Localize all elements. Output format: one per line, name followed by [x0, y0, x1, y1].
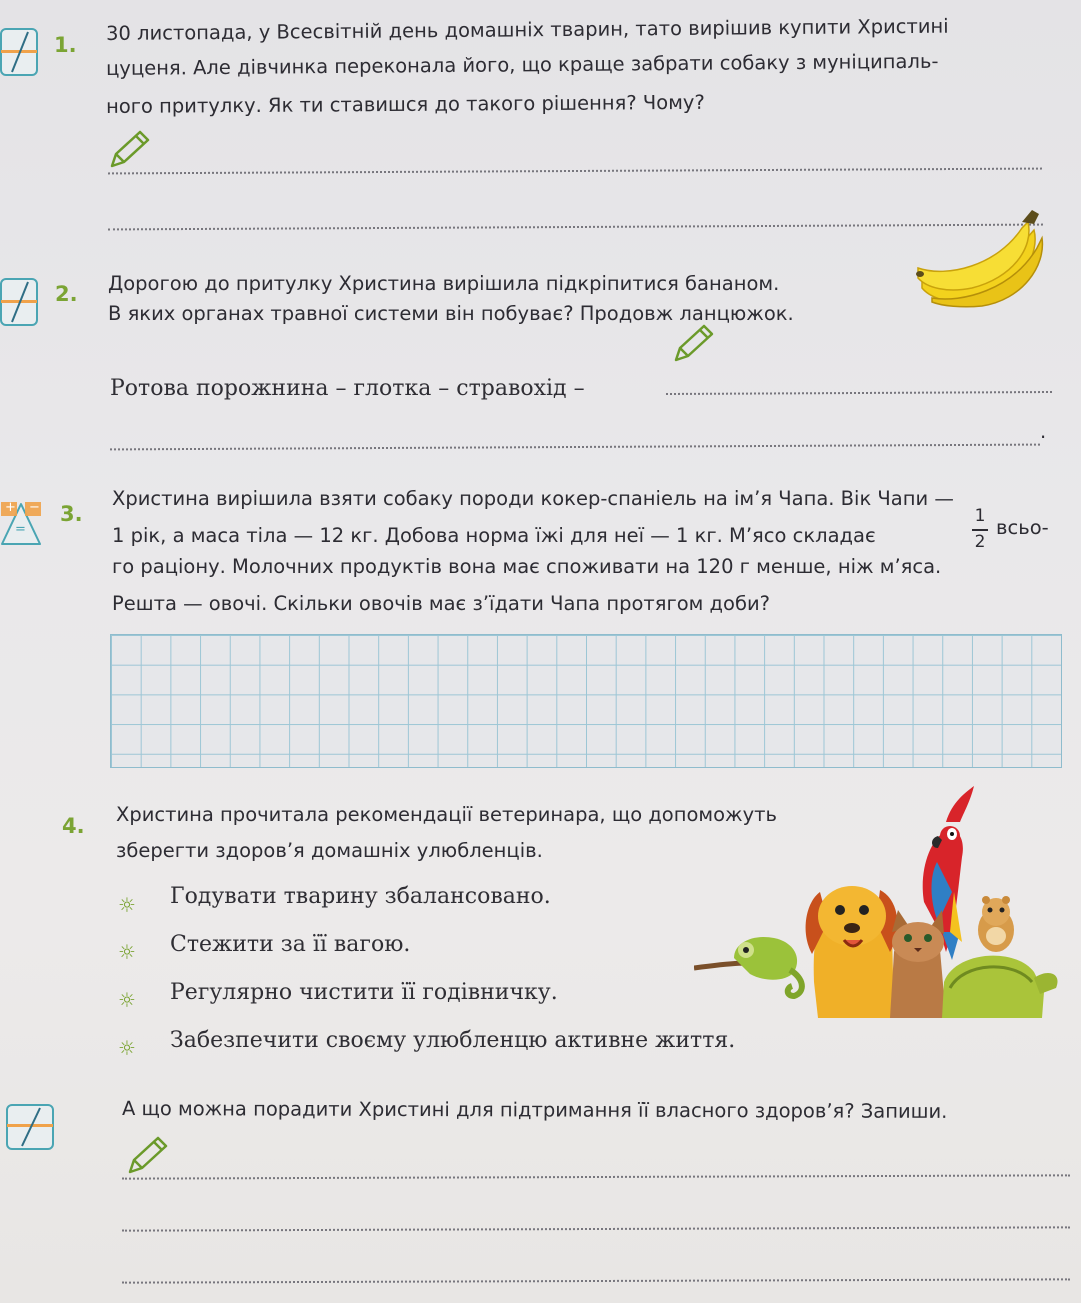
pencil-icon: [106, 128, 152, 172]
minus-symbol: −: [29, 500, 40, 515]
task-text-line: Решта — овочі. Скільки овочів має з’їдати Чапа протягом доби?: [112, 592, 771, 615]
answer-line[interactable]: [122, 1278, 1070, 1283]
answer-line[interactable]: [666, 391, 1052, 395]
pencil-icon: [670, 322, 716, 366]
sun-bullet-icon: ☼: [118, 988, 136, 1012]
write-badge-icon: [6, 1104, 54, 1150]
recommendation-item: Регулярно чистити її годівничку.: [170, 980, 558, 1005]
recommendation-item: Стежити за її вагою.: [170, 932, 411, 957]
pets-illustration: [694, 782, 1064, 1018]
question-text: А що можна порадити Христині для підтримання її власного здоров’я? Запиши.: [121, 1097, 948, 1123]
answer-line[interactable]: [108, 168, 1042, 175]
task-number: 3.: [60, 502, 83, 526]
task-number: 4.: [62, 814, 85, 838]
task-text-line: всьо-: [996, 516, 1049, 539]
answer-line[interactable]: [122, 1226, 1070, 1231]
recommendation-item: Забезпечити своєму улюбленцю активне життя.: [170, 1028, 736, 1053]
banana-illustration: [912, 208, 1052, 308]
fraction-denominator: 2: [974, 532, 986, 552]
pencil-icon: [124, 1134, 170, 1178]
task-text-line: го раціону. Молочних продуктів вона має споживати на 120 г менше, ніж м’яса.: [112, 555, 942, 578]
sun-bullet-icon: ☼: [118, 893, 136, 917]
task-text-line: 30 листопада, у Всесвітній день домашніх тварин, тато вирішив купити Христині: [105, 14, 949, 45]
task-text-line: Дорогою до притулку Христина вирішила підкріпитися бананом.: [108, 272, 780, 295]
sun-bullet-icon: ☼: [118, 940, 136, 964]
sun-bullet-icon: ☼: [118, 1036, 136, 1060]
task-text-line: зберегти здоров’я домашніх улюбленців.: [116, 839, 543, 862]
task-text-line: В яких органах травної системи він побуває? Продовж ланцюжок.: [108, 302, 794, 325]
task-text-line: цуценя. Але дівчинка переконала його, що краще забрати собаку з муніципаль-: [105, 49, 939, 80]
answer-line[interactable]: [110, 444, 1040, 451]
equals-symbol: =: [15, 522, 26, 537]
task-number: 2.: [55, 282, 78, 306]
task-text-line: Христина прочитала рекомендації ветеринара, що допоможуть: [116, 803, 778, 826]
task-text-line: Христина вирішила взяти собаку породи кокер-спаніель на ім’я Чапа. Вік Чапи —: [112, 487, 954, 510]
fraction-numerator: 1: [974, 506, 986, 526]
task-text-line: 1 рік, а маса тіла — 12 кг. Добова норма їжі для неї — 1 кг. М’ясо складає: [112, 524, 876, 547]
task-number: 1.: [54, 33, 77, 57]
fraction-bar: [972, 529, 988, 531]
recommendation-item: Годувати тварину збалансовано.: [170, 884, 551, 909]
end-period: .: [1040, 420, 1047, 443]
write-badge-icon: [0, 28, 38, 76]
solution-grid[interactable]: [110, 634, 1062, 768]
plus-symbol: +: [5, 500, 16, 515]
write-badge-icon: [0, 278, 38, 326]
chain-start-text: Ротова порожнина – глотка – стравохід –: [110, 376, 585, 401]
answer-line[interactable]: [108, 224, 1043, 231]
answer-line[interactable]: [122, 1174, 1070, 1179]
task-text-line: ного притулку. Як ти ставишся до такого рішення? Чому?: [105, 90, 705, 118]
